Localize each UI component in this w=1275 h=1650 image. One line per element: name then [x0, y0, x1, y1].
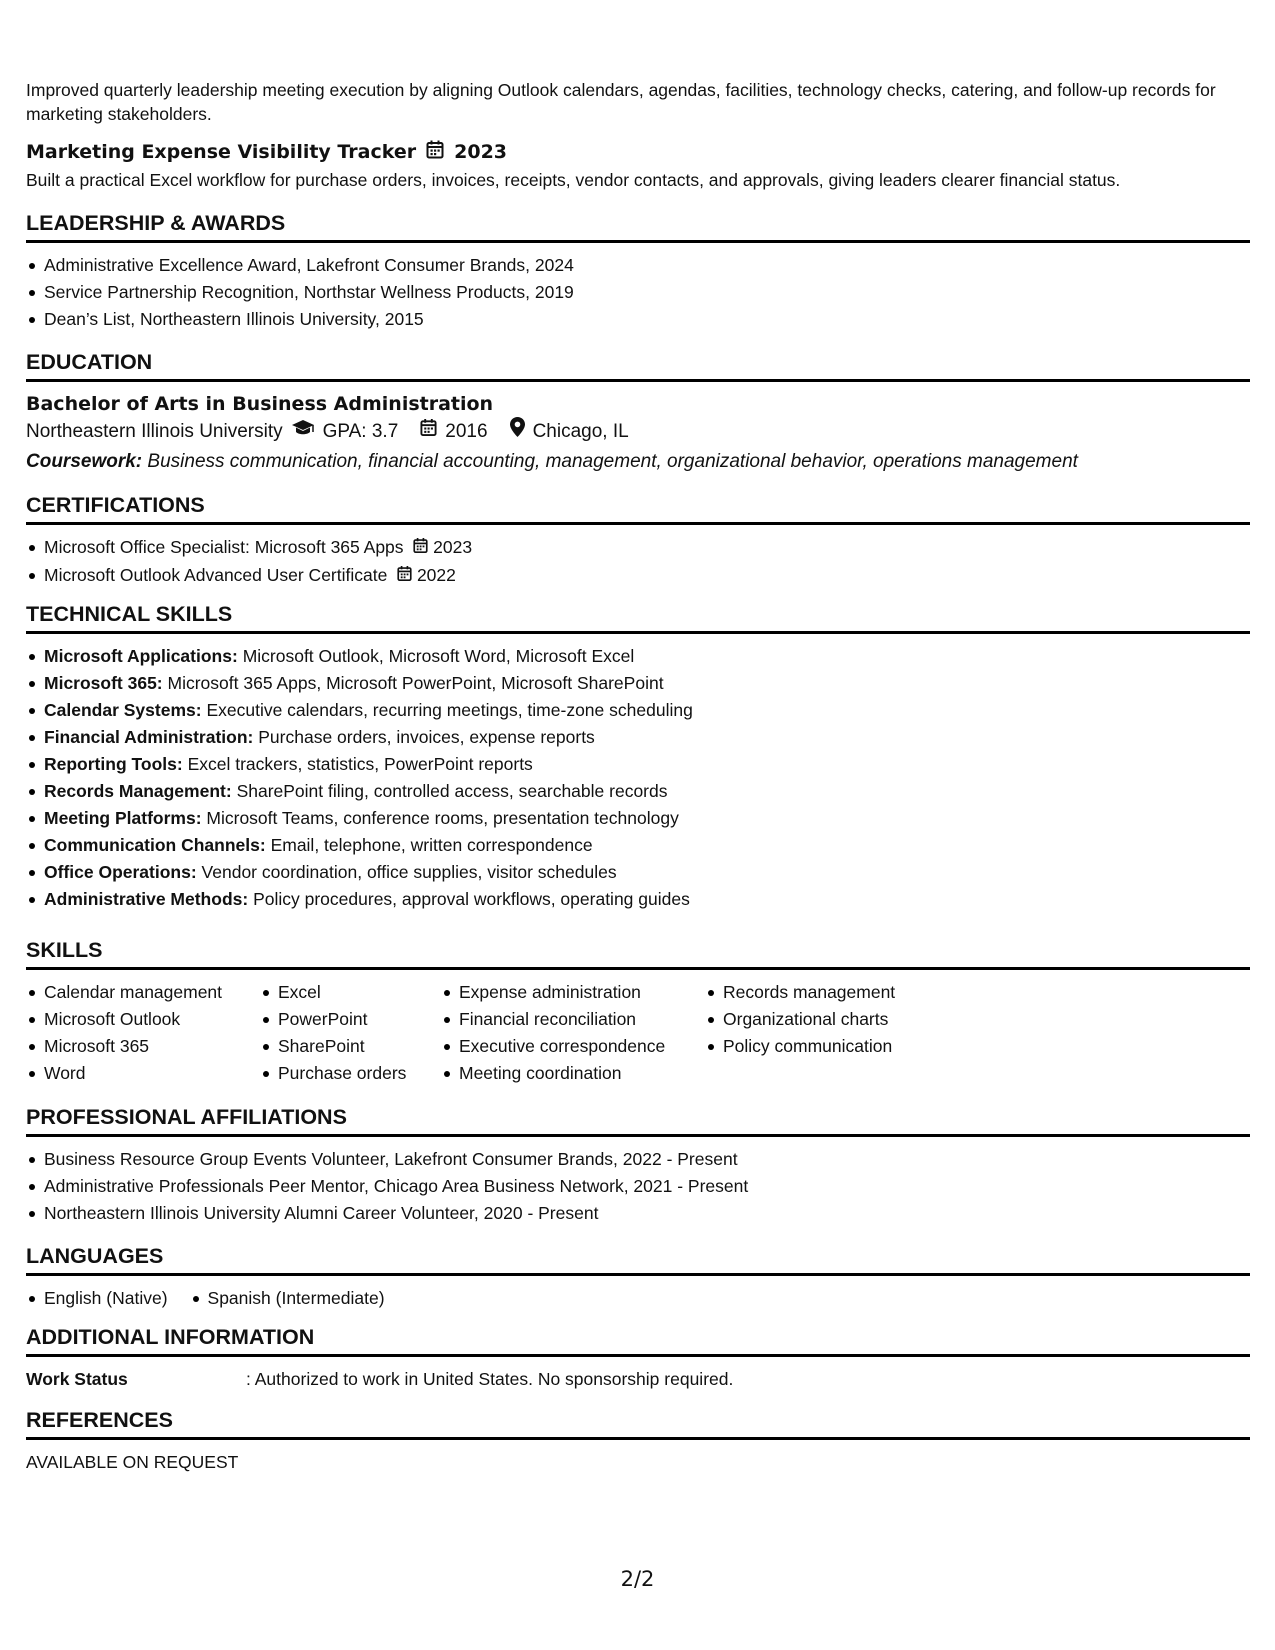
section-skills: [26, 937, 1250, 1087]
certification-name: Microsoft Outlook Advanced User Certificate: [44, 564, 388, 585]
project-entry: [26, 140, 1250, 192]
skills-columns: [26, 979, 1250, 1087]
section-heading: SKILLS: [26, 937, 1250, 970]
skill-category: Meeting Platforms:: [44, 808, 202, 828]
affiliations-list: [26, 1146, 1250, 1227]
list-item: [26, 778, 1250, 805]
gpa: GPA: 3.7: [322, 421, 399, 442]
work-status-label: Work Status: [26, 1369, 128, 1389]
certifications-list: [26, 534, 1250, 590]
list-item: [26, 643, 1250, 670]
technical-skills-list: [26, 643, 1250, 913]
page-number: 2/2: [620, 1567, 655, 1591]
list-item: [26, 859, 1250, 886]
project-title-row: [26, 140, 1250, 164]
section-heading: CERTIFICATIONS: [26, 492, 1250, 525]
project-description: Built a practical Excel workflow for purchase orders, invoices, receipts, vendor contacts, and approvals, giving leaders clearer financial status.: [26, 170, 1121, 190]
skills-column: [260, 979, 441, 1087]
section-certifications: [26, 492, 1250, 590]
coursework-label: Coursework:: [26, 451, 143, 472]
work-status-row: [26, 1366, 1250, 1392]
skill-values: Vendor coordination, office supplies, visitor schedules: [201, 862, 617, 882]
certification-year: 2023: [433, 537, 473, 557]
section-technical-skills: [26, 601, 1250, 913]
awards-list: [26, 252, 1250, 333]
section-heading: PROFESSIONAL AFFILIATIONS: [26, 1104, 1250, 1137]
skill-values: Purchase orders, invoices, expense reports: [258, 727, 595, 747]
project-title: Marketing Expense Visibility Tracker: [26, 141, 417, 163]
list-item: Expense administration: [441, 979, 705, 1006]
section-languages: [26, 1243, 1250, 1312]
coursework: [26, 447, 1250, 477]
calendar-icon: [420, 417, 437, 447]
list-item: [26, 886, 1250, 913]
list-item: [26, 534, 1250, 562]
list-item: SharePoint: [260, 1033, 441, 1060]
list-item: Microsoft 365: [26, 1033, 260, 1060]
list-item: Records management: [705, 979, 965, 1006]
graduation-year: 2016: [445, 421, 488, 442]
list-item: Meeting coordination: [441, 1060, 705, 1087]
list-item: [26, 805, 1250, 832]
school-location: Chicago, IL: [532, 421, 629, 442]
references-text: AVAILABLE ON REQUEST: [26, 1452, 239, 1472]
list-item: Financial reconciliation: [441, 1006, 705, 1033]
map-pin-icon: [510, 417, 525, 447]
skill-values: Executive calendars, recurring meetings, time-zone scheduling: [206, 700, 693, 720]
skill-category: Microsoft 365:: [44, 673, 163, 693]
skill-values: Microsoft Outlook, Microsoft Word, Microsoft Excel: [242, 646, 635, 666]
list-item: Policy communication: [705, 1033, 965, 1060]
certification-year: 2022: [416, 564, 456, 585]
list-item: PowerPoint: [260, 1006, 441, 1033]
section-leadership: [26, 210, 1250, 333]
calendar-icon: [426, 140, 444, 164]
list-item: Northeastern Illinois University Alumni Career Volunteer, 2020 - Present: [26, 1200, 1250, 1227]
list-item: Organizational charts: [705, 1006, 965, 1033]
section-affiliations: [26, 1104, 1250, 1227]
list-item: Business Resource Group Events Volunteer, Lakefront Consumer Brands, 2022 - Present: [26, 1146, 1250, 1173]
list-item: Spanish (Intermediate): [190, 1285, 385, 1312]
list-item: Excel: [260, 979, 441, 1006]
list-item: [26, 697, 1250, 724]
calendar-icon: [397, 563, 412, 590]
skill-category: Microsoft Applications:: [44, 646, 238, 666]
section-heading: ADDITIONAL INFORMATION: [26, 1324, 1250, 1357]
list-item: Dean’s List, Northeastern Illinois University, 2015: [26, 306, 1250, 333]
skills-column: [705, 979, 965, 1087]
graduation-cap-icon: [291, 417, 315, 447]
list-item: Word: [26, 1060, 260, 1087]
list-item: English (Native): [26, 1285, 168, 1312]
section-heading: LEADERSHIP & AWARDS: [26, 210, 1250, 243]
list-item: Executive correspondence: [441, 1033, 705, 1060]
skill-category: Records Management:: [44, 781, 232, 801]
list-item: [26, 724, 1250, 751]
section-heading: REFERENCES: [26, 1407, 1250, 1440]
section-references: [26, 1407, 1250, 1475]
coursework-list: Business communication, financial accounting, management, organizational behavior, operations management: [147, 451, 1078, 472]
list-item: [26, 670, 1250, 697]
section-additional-information: [26, 1324, 1250, 1392]
list-item: [26, 832, 1250, 859]
list-item: [26, 562, 1250, 590]
section-heading: EDUCATION: [26, 349, 1250, 382]
work-status-value: : Authorized to work in United States. No sponsorship required.: [246, 1369, 734, 1389]
skill-category: Reporting Tools:: [44, 754, 183, 774]
skills-column: [26, 979, 260, 1087]
degree-title: Bachelor of Arts in Business Administration: [26, 393, 494, 415]
list-item: Microsoft Outlook: [26, 1006, 260, 1033]
project-description-continued: Improved quarterly leadership meeting execution by aligning Outlook calendars, agendas, facilities, technology checks, catering, and follow-up records for marketing stakeholders.: [26, 80, 1216, 124]
list-item: Administrative Professionals Peer Mentor, Chicago Area Business Network, 2021 - Present: [26, 1173, 1250, 1200]
skill-category: Financial Administration:: [44, 727, 254, 747]
list-item: [26, 751, 1250, 778]
skill-values: SharePoint filing, controlled access, searchable records: [236, 781, 668, 801]
skills-column: [441, 979, 705, 1087]
skill-values: Excel trackers, statistics, PowerPoint reports: [187, 754, 533, 774]
list-item: Purchase orders: [260, 1060, 441, 1087]
certification-name: Microsoft Office Specialist: Microsoft 365 Apps: [44, 537, 404, 557]
list-item: Calendar management: [26, 979, 260, 1006]
skill-category: Calendar Systems:: [44, 700, 202, 720]
skill-values: Microsoft Teams, conference rooms, presentation technology: [206, 808, 679, 828]
calendar-icon: [413, 535, 428, 562]
skill-category: Office Operations:: [44, 862, 197, 882]
school-name: Northeastern Illinois University: [26, 421, 283, 442]
skill-values: Policy procedures, approval workflows, operating guides: [253, 889, 690, 909]
list-item: Administrative Excellence Award, Lakefront Consumer Brands, 2024: [26, 252, 1250, 279]
project-year: 2023: [454, 141, 508, 163]
section-education: [26, 349, 1250, 477]
skill-category: Administrative Methods:: [44, 889, 249, 909]
list-item: Service Partnership Recognition, Northstar Wellness Products, 2019: [26, 279, 1250, 306]
skill-values: Microsoft 365 Apps, Microsoft PowerPoint, Microsoft SharePoint: [167, 673, 664, 693]
section-heading: LANGUAGES: [26, 1243, 1250, 1276]
skill-values: Email, telephone, written correspondence: [270, 835, 593, 855]
section-heading: TECHNICAL SKILLS: [26, 601, 1250, 634]
languages-list: [26, 1285, 1250, 1312]
skill-category: Communication Channels:: [44, 835, 266, 855]
education-details: [26, 417, 1250, 447]
